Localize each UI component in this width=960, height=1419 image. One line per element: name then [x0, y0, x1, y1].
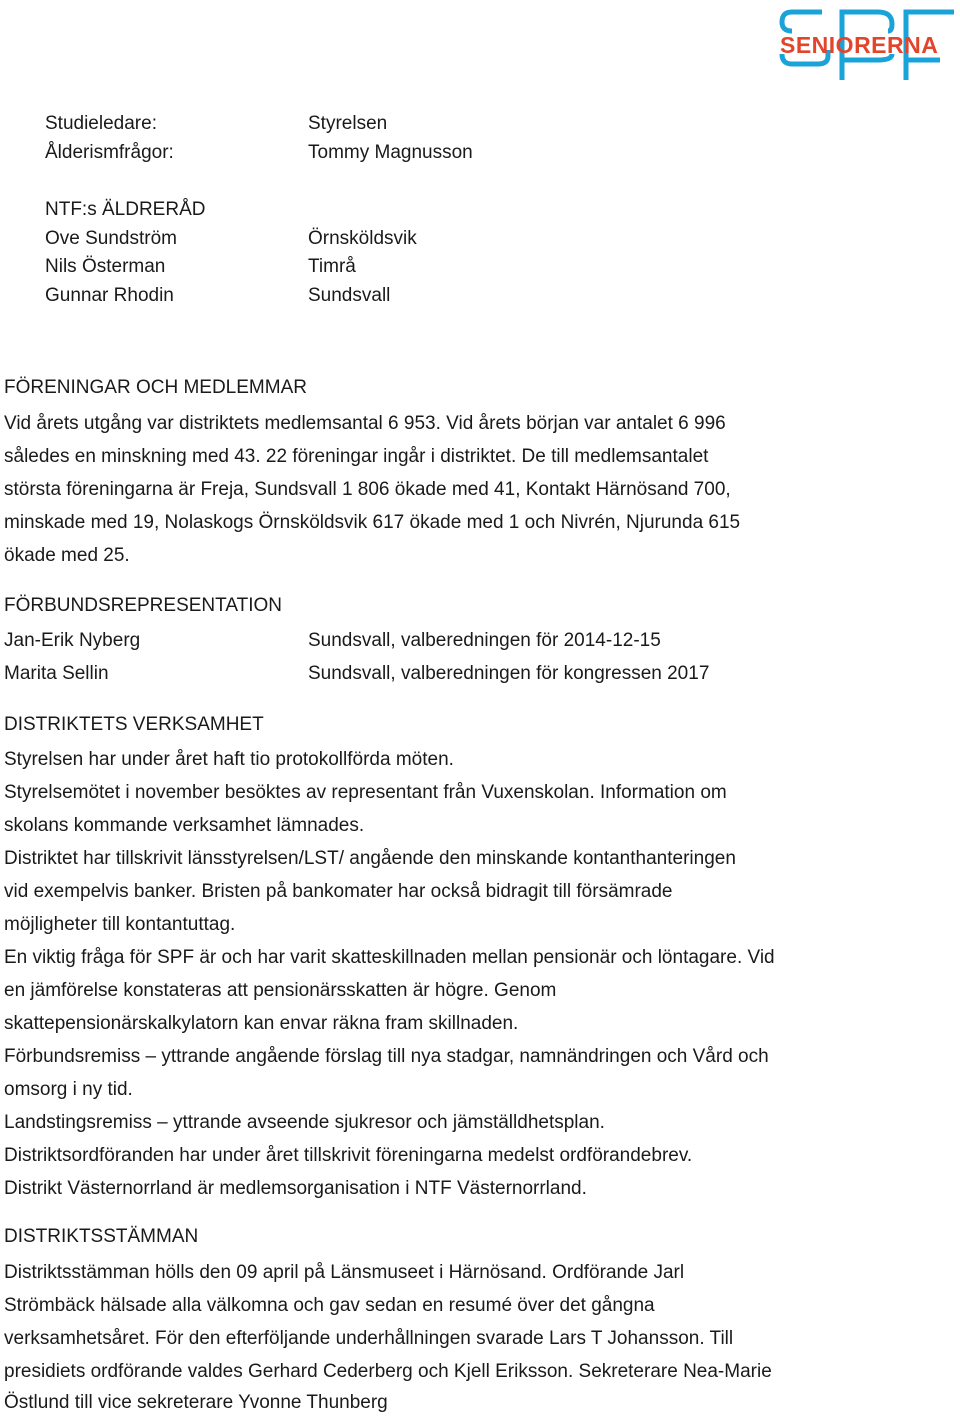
paragraph-line: Distriktsstämman hölls den 09 april på Länsmuseet i Härnösand. Ordförande Jarl [4, 1262, 685, 1283]
paragraph-line: en jämförelse konstateras att pensionärsskatten är högre. Genom [4, 980, 557, 1001]
officer-label: Studieledare: [45, 113, 157, 134]
section-heading: FÖRBUNDSREPRESENTATION [4, 595, 282, 616]
member-place: Örnsköldsvik [308, 228, 417, 249]
paragraph-line: Distriktsordföranden har under året tillskrivit föreningarna medelst ordförandebrev. [4, 1145, 693, 1166]
paragraph-line: Vid årets utgång var distriktets medlemsantal 6 953. Vid årets början var antalet 6 996 [4, 413, 726, 434]
section-heading: FÖRENINGAR OCH MEDLEMMAR [4, 377, 307, 398]
paragraph-line: Landstingsremiss – yttrande avseende sjukresor och jämställdhetsplan. [4, 1112, 605, 1133]
member-name: Ove Sundström [45, 228, 177, 249]
logo-wordmark: SENIORERNA [780, 32, 939, 58]
representative-role: Sundsvall, valberedningen för 2014-12-15 [308, 630, 661, 651]
representative-name: Marita Sellin [4, 663, 109, 684]
paragraph-line: Styrelsemötet i november besöktes av representant från Vuxenskolan. Information om [4, 782, 727, 803]
paragraph-line: Distriktet har tillskrivit länsstyrelsen/LST/ angående den minskande kontanthanteringen [4, 848, 736, 869]
officer-value: Tommy Magnusson [308, 142, 473, 163]
paragraph-line: ökade med 25. [4, 545, 130, 566]
member-name: Gunnar Rhodin [45, 285, 174, 306]
paragraph-line: omsorg i ny tid. [4, 1079, 133, 1100]
paragraph-line: vid exempelvis banker. Bristen på bankomater har också bidragit till försämrade [4, 881, 673, 902]
paragraph-line: presidiets ordförande valdes Gerhard Cederberg och Kjell Eriksson. Sekreterare Nea-Marie [4, 1361, 772, 1382]
officer-value: Styrelsen [308, 113, 388, 134]
representative-name: Jan-Erik Nyberg [4, 630, 141, 651]
paragraph-line: möjligheter till kontantuttag. [4, 914, 236, 935]
paragraph-line: största föreningarna är Freja, Sundsvall 1 806 ökade med 41, Kontakt Härnösand 700, [4, 479, 731, 500]
member-place: Sundsvall [308, 285, 391, 306]
paragraph-line: Förbundsremiss – yttrande angående förslag till nya stadgar, namnändringen och Vård och [4, 1046, 769, 1067]
section-heading: DISTRIKTSSTÄMMAN [4, 1226, 199, 1247]
paragraph-line: Styrelsen har under året haft tio protokollförda möten. [4, 749, 454, 770]
paragraph-line: Distrikt Västernorrland är medlemsorganisation i NTF Västernorrland. [4, 1178, 587, 1199]
member-place: Timrå [308, 256, 356, 277]
paragraph-line: En viktig fråga för SPF är och har varit skatteskillnaden mellan pensionär och löntagare. Vid [4, 947, 775, 968]
spf-seniorerna-logo [778, 4, 956, 80]
paragraph-line: således en minskning med 43. 22 föreningar ingår i distriktet. De till medlemsantalet [4, 446, 709, 467]
paragraph-line: skattepensionärskalkylatorn kan envar räkna fram skillnaden. [4, 1013, 519, 1034]
representative-role: Sundsvall, valberedningen för kongressen 2017 [308, 663, 710, 684]
paragraph-line: Strömbäck hälsade alla välkomna och gav sedan en resumé över det gångna [4, 1295, 655, 1316]
paragraph-line: Östlund till vice sekreterare Yvonne Thunberg [4, 1392, 388, 1413]
paragraph-line: minskade med 19, Nolaskogs Örnsköldsvik 617 ökade med 1 och Nivrén, Njurunda 615 [4, 512, 741, 533]
officer-label: Ålderismfrågor: [45, 142, 174, 163]
paragraph-line: skolans kommande verksamhet lämnades. [4, 815, 365, 836]
section-heading: DISTRIKTETS VERKSAMHET [4, 714, 264, 735]
ntf-heading-text: NTF:s ÄLDRERÅD [45, 199, 206, 220]
paragraph-line: verksamhetsåret. För den efterföljande underhållningen svarade Lars T Johansson. Till [4, 1328, 734, 1349]
member-name: Nils Österman [45, 256, 166, 277]
